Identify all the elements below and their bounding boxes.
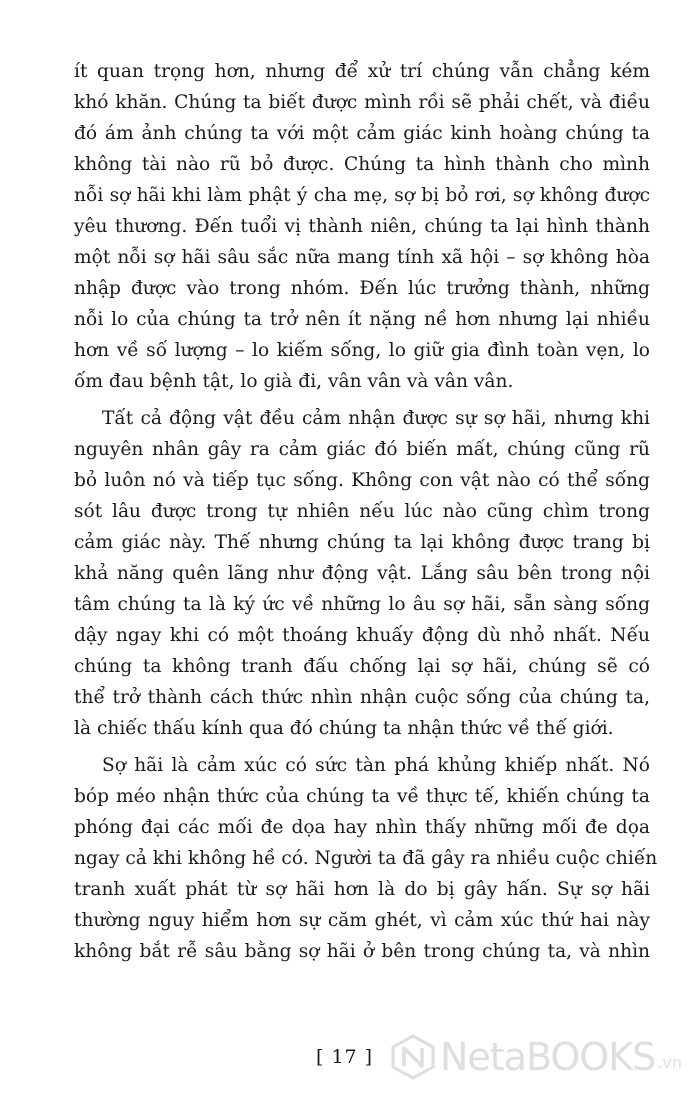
- text-line: tâm chúng ta là ký ức về những lo âu sợ hãi, sẵn sàng sống: [74, 594, 650, 615]
- page-footer: [0, 1018, 700, 1108]
- watermark: [390, 1034, 682, 1080]
- text-line: Sợ hãi là cảm xúc có sức tàn phá khủng khiếp nhất. Nó: [102, 755, 650, 776]
- text-line: thể trở thành cách thức nhìn nhận cuộc sống của chúng ta,: [74, 687, 650, 708]
- text-line: phóng đại các mối đe dọa hay nhìn thấy những mối đe dọa: [74, 817, 650, 838]
- text-line: khó khăn. Chúng ta biết được mình rồi sẽ phải chết, và điều: [74, 92, 650, 113]
- text-line: khả năng quên lãng như động vật. Lắng sâu bên trong nội: [74, 563, 650, 584]
- text-line: thường nguy hiểm hơn sự căm ghét, vì cảm xúc thứ hai này: [74, 910, 650, 931]
- page-body: [74, 56, 658, 973]
- paragraph-1: [74, 56, 650, 397]
- text-line: là chiếc thấu kính qua đó chúng ta nhận thức về thế giới.: [74, 718, 614, 739]
- text-line: nỗi sợ hãi khi làm phật ý cha mẹ, sợ bị bỏ rơi, sợ không được: [74, 185, 650, 206]
- text-line: chúng ta không tranh đấu chống lại sợ hãi, chúng sẽ có: [74, 656, 650, 677]
- text-line: Tất cả động vật đều cảm nhận được sự sợ hãi, nhưng khi: [102, 408, 650, 429]
- text-line: nỗi lo của chúng ta trở nên ít nặng nề hơn nhưng lại nhiều: [74, 309, 650, 330]
- text-line: không tài nào rũ bỏ được. Chúng ta hình thành cho mình: [74, 154, 650, 175]
- paragraph-3: [74, 750, 658, 967]
- text-line: một nỗi sợ hãi sâu sắc nữa mang tính xã hội – sợ không hòa: [74, 247, 650, 268]
- text-line: nhập được vào trong nhóm. Đến lúc trưởng thành, những: [74, 278, 650, 299]
- paragraph-2: [74, 403, 650, 744]
- text-line: không bắt rễ sâu bằng sợ hãi ở bên trong chúng ta, và nhìn: [74, 941, 650, 962]
- text-line: ít quan trọng hơn, nhưng để xử trí chúng vẫn chẳng kém: [74, 61, 650, 82]
- text-line: sót lâu được trong tự nhiên nếu lúc nào cũng chìm trong: [74, 501, 650, 522]
- text-line: yêu thương. Đến tuổi vị thành niên, chúng ta lại hình thành: [74, 216, 650, 237]
- text-line: hơn về số lượng – lo kiếm sống, lo giữ gia đình toàn vẹn, lo: [74, 340, 650, 361]
- watermark-brand: NetaBOOKS: [440, 1035, 656, 1079]
- netabooks-logo-icon: [390, 1034, 436, 1080]
- watermark-tld: .vn: [657, 1053, 682, 1072]
- text-line: ốm đau bệnh tật, lo già đi, vân vân và vân vân.: [74, 371, 514, 392]
- page-number: [ 17 ]: [316, 1046, 374, 1068]
- text-line: tranh xuất phát từ sợ hãi hơn là do bị gây hấn. Sự sợ hãi: [74, 879, 650, 900]
- text-line: dậy ngay khi có một thoáng khuấy động dù nhỏ nhất. Nếu: [74, 625, 650, 646]
- text-line: đó ám ảnh chúng ta với một cảm giác kinh hoàng chúng ta: [74, 123, 650, 144]
- text-line: nguyên nhân gây ra cảm giác đó biến mất, chúng cũng rũ: [74, 439, 650, 460]
- text-line: ngay cả khi không hề có. Người ta đã gây ra nhiều cuộc chiến: [74, 848, 658, 869]
- text-line: bỏ luôn nó và tiếp tục sống. Không con vật nào có thể sống: [74, 470, 650, 491]
- text-line: cảm giác này. Thế nhưng chúng ta lại không được trang bị: [74, 532, 650, 553]
- text-line: bóp méo nhận thức của chúng ta về thực tế, khiến chúng ta: [74, 786, 650, 807]
